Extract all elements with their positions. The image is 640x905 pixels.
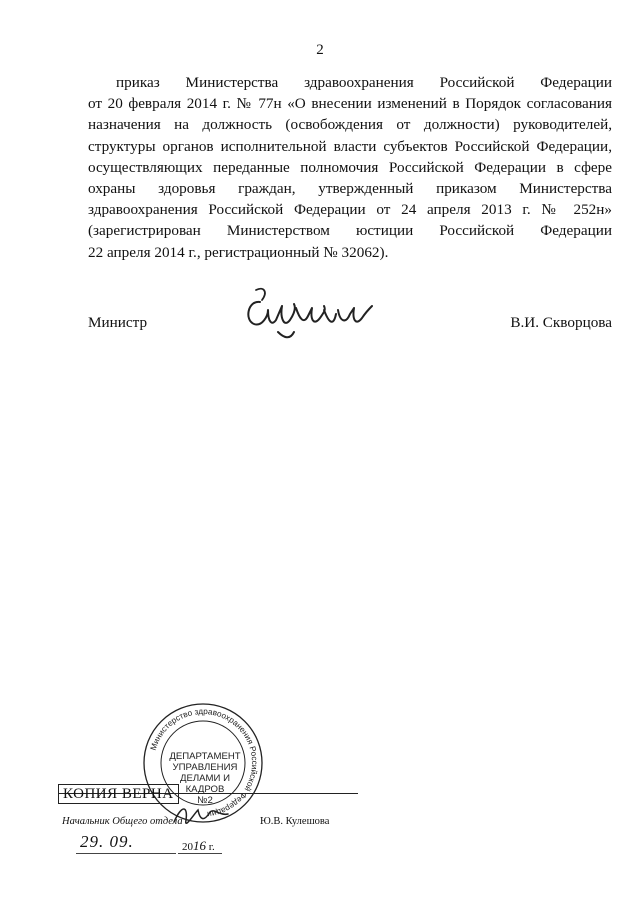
body-text — [88, 72, 612, 263]
stamp-line: ДЕЛАМИ И КАДРОВ — [179, 773, 231, 795]
body-line: (зарегистрирован Министерством юстиции Российской Федерации — [88, 222, 612, 240]
body-line: охраны здоровья граждан, утвержденный приказом Министерства — [88, 179, 612, 197]
copy-year-underline — [178, 853, 222, 854]
stamp-ring-text: Министерство здравоохранения Российской Федерации — [148, 706, 260, 819]
copy-date: 29. 09. — [80, 832, 134, 851]
stamp-number: №2 — [197, 795, 213, 806]
copy-verified-label: КОПИЯ ВЕРНА — [58, 784, 179, 804]
body-line: приказ Министерства здравоохранения Российской Федерации — [116, 74, 612, 91]
copy-officer-position: Начальник Общего отдела — [62, 816, 183, 827]
body-line: осуществляющих переданные полномочия Российской Федерации в сфере — [88, 158, 612, 176]
page-number: 2 — [316, 42, 324, 58]
stamp-line: УПРАВЛЕНИЯ — [172, 762, 238, 773]
body-line: здравоохранения Российской Федерации от 24 апреля 2013 г. № 252н» — [88, 201, 612, 219]
officer-signature — [168, 800, 238, 832]
body-line: 22 апреля 2014 г., регистрационный № 32062). — [88, 243, 389, 261]
body-line: назначения на должность (освобождения от должности) руководителей, — [88, 116, 612, 134]
signatory-name: В.И. Скворцова — [510, 314, 612, 331]
signatory-title: Министр — [88, 314, 148, 331]
copy-year: 2016 г. — [182, 838, 215, 853]
copy-officer-name: Ю.В. Кулешова — [260, 816, 330, 827]
stamp-line: ДЕПАРТАМЕНТ — [169, 751, 241, 762]
body-line: от 20 февраля 2014 г. № 77н «О внесении изменений в Порядок согласования — [88, 95, 612, 113]
copy-date-underline — [76, 853, 176, 854]
body-line: структуры органов исполнительной власти субъектов Российской Федерации, — [88, 137, 612, 155]
handwritten-signature — [238, 280, 388, 350]
